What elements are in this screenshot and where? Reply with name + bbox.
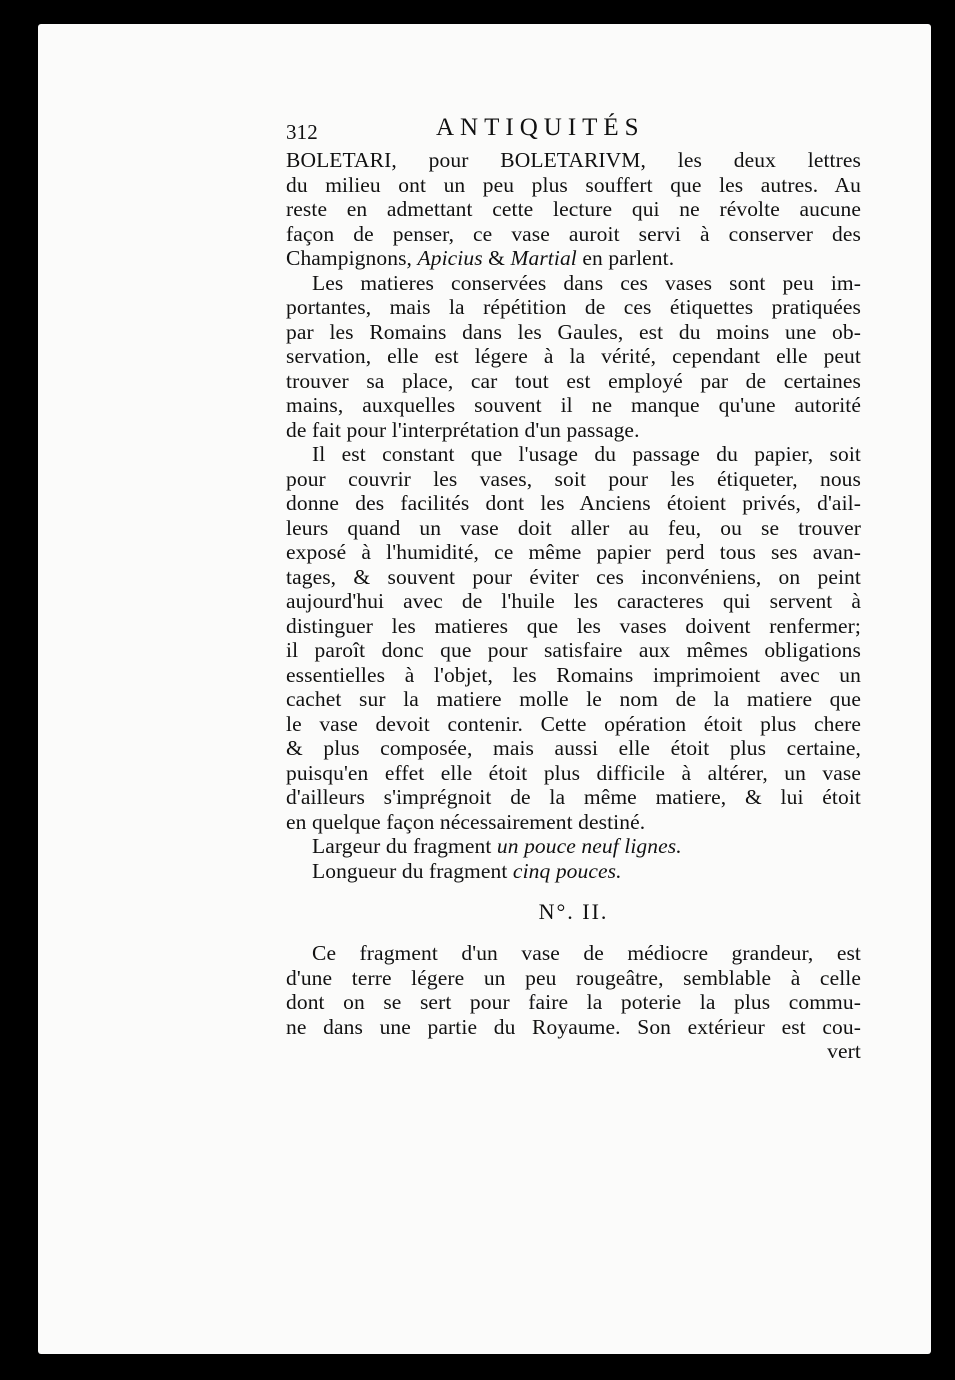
text-line: & plus composée, mais aussi elle étoit plus certaine, — [286, 736, 861, 760]
text-line: distinguer les matieres que les vases doivent renfermer; — [286, 613, 861, 638]
measure-value: cinq pouces. — [512, 858, 622, 883]
text-line: exposé à l'humidité, ce même papier perd tous ses avan- — [286, 540, 861, 564]
italic-name: Apicius — [417, 246, 483, 270]
text-line: cachet sur la matiere molle le nom de la matiere que — [286, 687, 861, 711]
italic-name: Martial — [510, 246, 577, 270]
text-line: Ce fragment d'un vase de médiocre grandeur, est — [312, 941, 861, 965]
text-line: portantes, mais la répétition de ces étiquettes pratiquées — [286, 295, 861, 319]
text-line: d'une terre légere un peu rougeâtre, semblable à celle — [286, 965, 861, 990]
text-line: du milieu ont un peu plus souffert que les autres. Au — [286, 172, 861, 197]
text-line: il paroît donc que pour satisfaire aux mêmes obligations — [286, 638, 861, 662]
text-line: essentielles à l'objet, les Romains imprimoient avec un — [286, 662, 861, 687]
text-line: BOLETARI, pour BOLETARIVM, les deux lettres — [286, 148, 861, 172]
text-line: le vase devoit contenir. Cette opération étoit plus chere — [286, 711, 861, 736]
text-line: ne dans une partie du Royaume. Son extérieur est cou- — [286, 1014, 861, 1039]
section-heading: N°. II. — [538, 899, 609, 924]
text-line: aujourd'hui avec de l'huile les caracteres qui servent à — [286, 589, 861, 613]
measure-width — [286, 834, 861, 859]
text-fragment: en parlent. — [576, 246, 675, 270]
spacer — [286, 883, 861, 897]
text-line: trouver sa place, car tout est employé par de certaines — [286, 368, 861, 393]
text-line: pour couvrir les vases, soit pour les étiqueter, nous — [286, 466, 861, 491]
measure-label: Largeur du fragment — [312, 834, 497, 858]
text-line: par les Romains dans les Gaules, est du moins une ob- — [286, 319, 861, 344]
text-line — [286, 246, 861, 271]
measure-length — [286, 859, 861, 884]
text-line: Il est constant que l'usage du passage du papier, soit — [312, 442, 861, 466]
text-fragment: Champignons, — [286, 246, 418, 270]
text-line: dont on se sert pour faire la poterie la plus commu- — [286, 990, 861, 1014]
paragraph-3 — [286, 442, 861, 834]
text-line: de fait pour l'interprétation d'un passage. — [286, 417, 640, 442]
text-line: donne des facilités dont les Anciens étoient privés, d'ail- — [286, 491, 861, 515]
page-header — [286, 114, 861, 148]
text-fragment: & — [482, 246, 511, 270]
page-number: 312 — [286, 120, 318, 144]
running-head: ANTIQUITÉS — [436, 114, 645, 141]
spacer — [286, 927, 861, 941]
text-line: reste en admettant cette lecture qui ne révolte aucune — [286, 197, 861, 221]
text-line: en quelque façon nécessairement destiné. — [286, 809, 646, 834]
paragraph-2 — [286, 271, 861, 443]
paragraph-4 — [286, 941, 861, 1064]
text-line: tages, & souvent pour éviter ces inconvéniens, on peint — [286, 564, 861, 589]
text-line: puisqu'en effet elle étoit plus difficile à altérer, un vase — [286, 760, 861, 785]
measure-label: Longueur du fragment — [312, 858, 513, 883]
catchword: vert — [827, 1039, 861, 1063]
text-line: servation, elle est légere à la vérité, cependant elle peut — [286, 344, 861, 368]
text-line: mains, auxquelles souvent il ne manque qu'une autorité — [286, 393, 861, 417]
measure-value: un pouce neuf lignes. — [496, 834, 682, 858]
text-line: Les matieres conservées dans ces vases sont peu im- — [312, 270, 861, 295]
page-text — [286, 114, 861, 1064]
text-line: leurs quand un vase doit aller au feu, ou se trouver — [286, 515, 861, 540]
text-line: façon de penser, ce vase auroit servi à conserver des — [286, 221, 861, 246]
text-line: d'ailleurs s'imprégnoit de la même matiere, & lui étoit — [286, 785, 861, 809]
paragraph-1 — [286, 148, 861, 271]
